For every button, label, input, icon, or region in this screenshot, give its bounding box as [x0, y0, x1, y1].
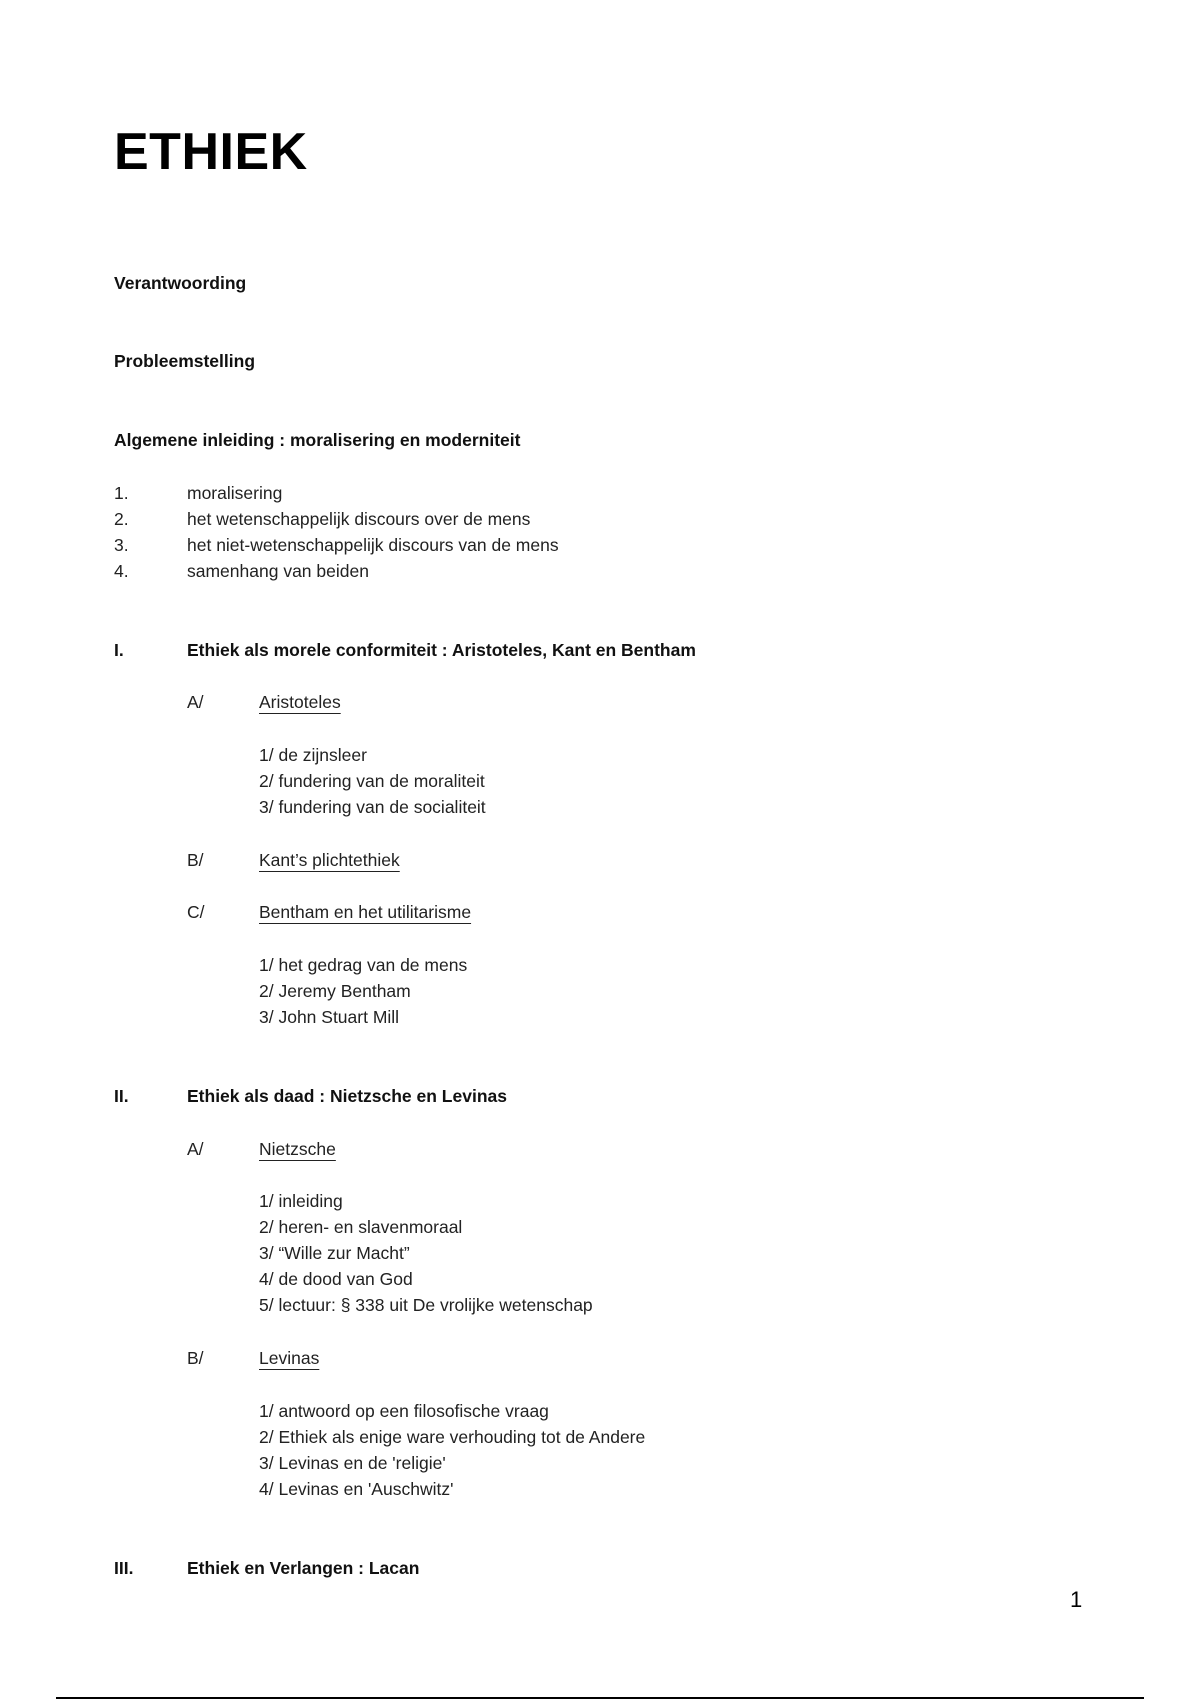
- list-item: 1/ het gedrag van de mens: [259, 955, 468, 975]
- part-2-number: II.: [114, 1086, 129, 1106]
- list-item-number: 4.: [114, 561, 129, 581]
- page-number: 1: [1070, 1587, 1083, 1612]
- part-3-number: III.: [114, 1558, 134, 1578]
- subsection-title-nietzsche: Nietzsche: [259, 1139, 336, 1159]
- heading-verantwoording: Verantwoording: [114, 273, 247, 293]
- subsection-title-kant: Kant’s plichtethiek: [259, 850, 400, 870]
- list-item-number: 3.: [114, 535, 129, 555]
- list-item: 1/ antwoord op een filosofische vraag: [259, 1401, 549, 1421]
- list-item: 3/ Levinas en de 'religie': [259, 1453, 446, 1473]
- page-bottom-rule: [56, 1697, 1144, 1699]
- subsection-label: B/: [187, 1348, 204, 1368]
- list-item: 1/ inleiding: [259, 1191, 343, 1211]
- list-item: 2/ fundering van de moraliteit: [259, 771, 485, 791]
- list-item: 5/ lectuur: § 338 uit De vrolijke wetenschap: [259, 1295, 593, 1315]
- heading-probleemstelling: Probleemstelling: [114, 351, 256, 371]
- part-2-heading: Ethiek als daad : Nietzsche en Levinas: [187, 1086, 507, 1106]
- list-item-number: 1.: [114, 483, 129, 503]
- list-item: 2/ heren- en slavenmoraal: [259, 1217, 463, 1237]
- list-item-number: 2.: [114, 509, 129, 529]
- list-item: 3/ “Wille zur Macht”: [259, 1243, 410, 1263]
- subsection-label: A/: [187, 692, 204, 712]
- list-item-text: het wetenschappelijk discours over de mens: [187, 509, 531, 529]
- subsection-label: A/: [187, 1139, 204, 1159]
- list-item: 4/ de dood van God: [259, 1269, 413, 1289]
- subsection-label: C/: [187, 902, 205, 922]
- list-item: 2/ Jeremy Bentham: [259, 981, 411, 1001]
- list-item: 1/ de zijnsleer: [259, 745, 367, 765]
- subsection-title-aristoteles: Aristoteles: [259, 692, 341, 712]
- list-item-text: moralisering: [187, 483, 283, 503]
- part-1-number: I.: [114, 640, 124, 660]
- list-item: 3/ fundering van de socialiteit: [259, 797, 486, 817]
- subsection-title-bentham: Bentham en het utilitarisme: [259, 902, 472, 922]
- list-item: 4/ Levinas en 'Auschwitz': [259, 1479, 454, 1499]
- subsection-title-levinas: Levinas: [259, 1348, 320, 1368]
- list-item-text: samenhang van beiden: [187, 561, 369, 581]
- heading-algemene-inleiding: Algemene inleiding : moralisering en moderniteit: [114, 430, 521, 450]
- list-item: 2/ Ethiek als enige ware verhouding tot de Andere: [259, 1427, 646, 1447]
- part-3-heading: Ethiek en Verlangen : Lacan: [187, 1558, 420, 1578]
- list-item-text: het niet-wetenschappelijk discours van de mens: [187, 535, 559, 555]
- document-title: ETHIEK: [114, 123, 308, 181]
- subsection-label: B/: [187, 850, 204, 870]
- list-item: 3/ John Stuart Mill: [259, 1007, 400, 1027]
- part-1-heading: Ethiek als morele conformiteit : Aristoteles, Kant en Bentham: [187, 640, 696, 660]
